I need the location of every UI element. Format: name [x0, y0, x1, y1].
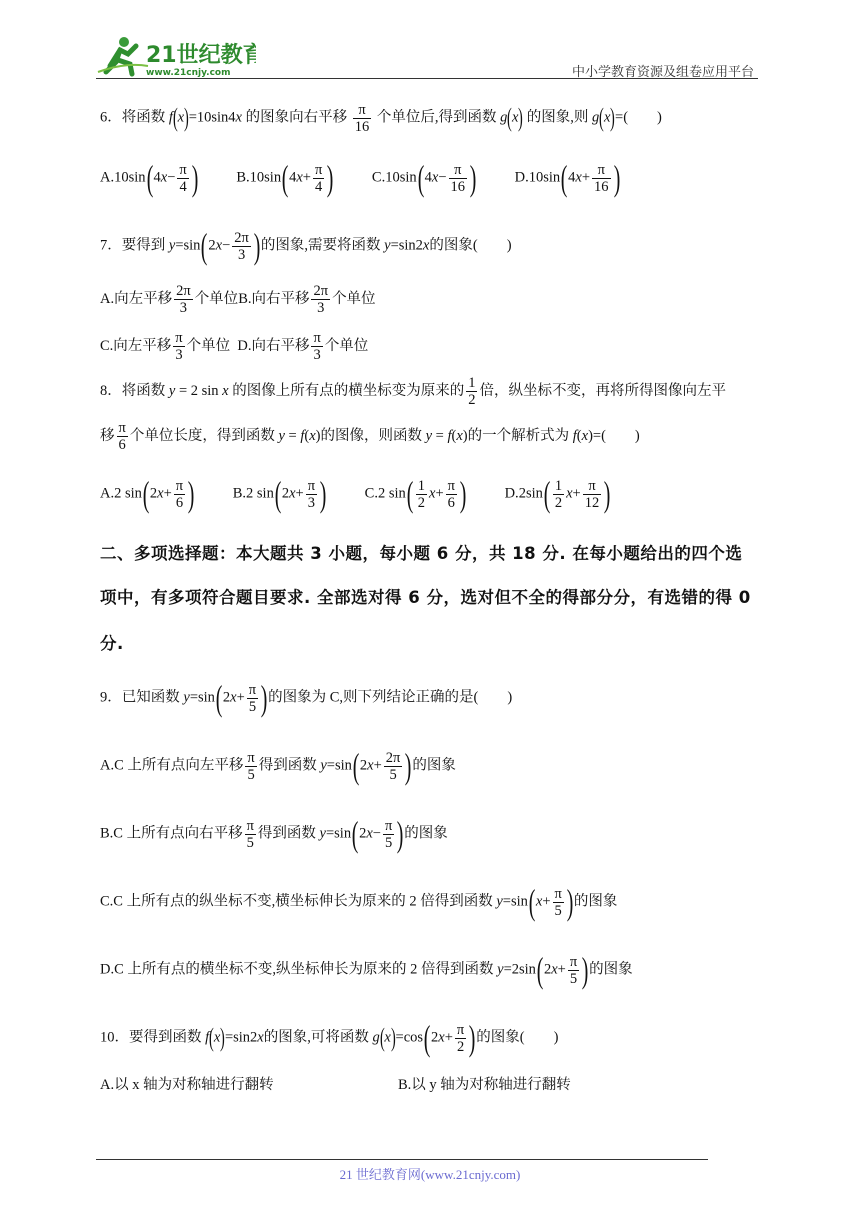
q6-options: [100, 160, 655, 196]
q6-fx: f: [168, 109, 173, 126]
q9-mid1: 的图象为 C,则下列结论正确的是( ): [268, 689, 513, 706]
question-6: 6．将函数 f(x)=10sin4x 的图象向右平移 $\frac{\pi}{16}$ 个单位后,得到函数 g(x) 的图象,则 g(x)=( ): [100, 101, 662, 135]
q10-option-a[interactable]: A.以 x 轴为对称轴进行翻转: [100, 1077, 274, 1093]
q6-mid2: 个单位后,得到函数: [376, 109, 497, 126]
site-logo: [96, 32, 256, 80]
q7-option-c[interactable]: C.向左平移 $\frac{\pi}{3}$ 个单位: [100, 330, 231, 363]
q10-mid1: 的图象,可将函数: [263, 1029, 369, 1046]
logo-url: www.21cnjy.com: [146, 68, 231, 78]
q6-prefix: 6．将函数: [100, 109, 166, 126]
section-2-line3: 分.: [100, 634, 124, 653]
header-divider: [96, 78, 758, 79]
q7-end: 的图象( ): [429, 237, 512, 254]
question-9: 9．已知函数 y=sin(2x+ $\frac{\pi}{5}$ )的图象为 C,则下列结论正确的是( ): [100, 678, 513, 718]
question-10: 10．要得到函数 f(x)=sin2x的图象,可将函数 g(x)=cos(2x+ $\frac{\pi}{2}$ )的图象( ): [100, 1018, 559, 1058]
q10-prefix: 10．要得到函数: [100, 1029, 202, 1046]
q9-option-a[interactable]: A.C 上所有点向左平移 $\frac{\pi}{5}$ 得到函数 y=sin(2x+ $\frac{2\pi}{5}$ )的图象: [100, 746, 456, 786]
q6-shift-fraction: $\frac{\pi}{16}$: [354, 101, 370, 135]
logo-text: 21世纪教育: [146, 43, 256, 68]
q7-option-b[interactable]: B.向右平移 $\frac{2\pi}{3}$ 个单位: [238, 283, 376, 316]
q8-options: [100, 476, 645, 512]
question-8-line2: 移 $\frac{\pi}{6}$ 个单位长度，得到函数 y = f(x)的图像，则函数 y = f(x)的一个解析式为 f(x)=( ): [100, 420, 640, 453]
q10-option-b[interactable]: B.以 y 轴为对称轴进行翻转: [398, 1077, 571, 1093]
q6-option-d[interactable]: D.10sin(4x+ $\frac{\pi}{16}$ ): [514, 158, 620, 198]
q7-option-d[interactable]: D.向右平移 $\frac{\pi}{3}$ 个单位: [237, 330, 369, 363]
q8-prefix: 8．将函数: [100, 382, 166, 399]
question-8-line1: 8．将函数 y = 2 sin x 的图像上所有点的横坐标变为原来的 $\frac{1}{2}$ 倍，纵坐标不变，再将所得图像向左平: [100, 375, 726, 408]
q8-option-c[interactable]: C.2 sin( $\frac{1}{2}$ x+ $\frac{\pi}{6}$ ): [364, 474, 467, 514]
q9-option-b[interactable]: B.C 上所有点向右平移 $\frac{\pi}{5}$ 得到函数 y=sin(2x− $\frac{\pi}{5}$ )的图象: [100, 814, 448, 854]
q7-options-row1: [100, 283, 376, 316]
q6-option-b[interactable]: B.10sin(4x+ $\frac{\pi}{4}$ ): [236, 158, 334, 198]
q8-mid2: 倍，纵坐标不变，再将所得图像向左平: [479, 382, 726, 399]
q6-mid1: 的图象向右平移: [245, 109, 348, 126]
q10-end: 的图象( ): [476, 1029, 559, 1046]
q6-option-a[interactable]: A.10sin(4x− $\frac{\pi}{4}$ ): [100, 158, 199, 198]
q8-mid1: 的图像上所有点的横坐标变为原来的: [232, 382, 465, 399]
q8-option-d[interactable]: D.2sin( $\frac{1}{2}$ x+ $\frac{\pi}{12}$ ): [504, 474, 611, 514]
q8-option-b[interactable]: B.2 sin(2x+ $\frac{\pi}{3}$ ): [232, 474, 327, 514]
q7-option-a[interactable]: A.向左平移 $\frac{2\pi}{3}$ 个单位: [100, 283, 239, 316]
q9-prefix: 9．已知函数: [100, 689, 180, 706]
q7-mid1: 的图象,需要将函数: [260, 237, 381, 254]
runner-logo-icon: [96, 32, 256, 80]
footer-divider: [96, 1159, 708, 1160]
q8-option-a[interactable]: A.2 sin(2x+ $\frac{\pi}{6}$ ): [100, 474, 195, 514]
q9-option-d[interactable]: D.C 上所有点的横坐标不变,纵坐标伸长为原来的 2 倍得到函数 y=2sin(2x+ $\frac{\pi}{5}$ )的图象: [100, 950, 633, 990]
q9-option-c[interactable]: C.C 上所有点的纵坐标不变,横坐标伸长为原来的 2 倍得到函数 y=sin(x+ $\frac{\pi}{5}$ )的图象: [100, 882, 618, 922]
question-7: 7．要得到 y=sin(2x− $\frac{2\pi}{3}$ )的图象,需要将函数 y=sin2x的图象( ): [100, 226, 512, 266]
section-2-line2: 项中，有多项符合题目要求. 全部选对得 6 分，选对但不全的得部分分，有选错的得 0: [100, 588, 751, 607]
q7-options-row2: [100, 330, 368, 363]
q6-end: =( ): [615, 109, 662, 126]
q6-mid3: 的图象,则: [526, 109, 589, 126]
q6-option-c[interactable]: C.10sin(4x− $\frac{\pi}{16}$ ): [371, 158, 477, 198]
q7-prefix: 7．要得到: [100, 237, 166, 254]
footer-site-link[interactable]: 21 世纪教育网(www.21cnjy.com): [339, 1167, 521, 1182]
header-platform-title: 中小学教育资源及组卷应用平台: [572, 64, 755, 79]
section-2-line1: 二、多项选择题：本大题共 3 小题，每小题 6 分，共 18 分. 在每小题给出的四个选: [100, 544, 743, 563]
